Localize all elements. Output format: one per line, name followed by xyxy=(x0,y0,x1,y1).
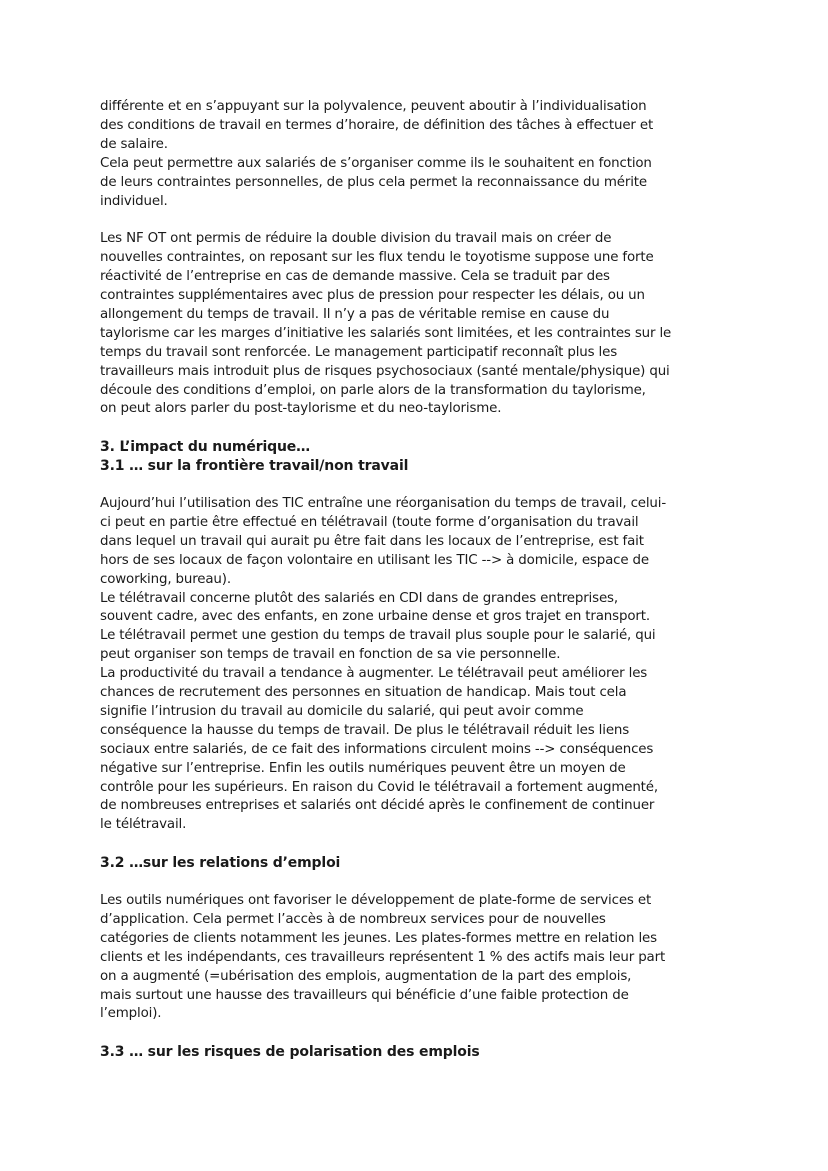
spacer xyxy=(100,1024,732,1043)
text-line: Cela peut permettre aux salariés de s’organiser comme ils le souhaitent en fonction xyxy=(100,155,652,171)
spacer xyxy=(100,211,732,230)
text-line: temps du travail sont renforcée. Le management participatif reconnaît plus les xyxy=(100,344,618,360)
text-line: La productivité du travail a tendance à augmenter. Le télétravail peut améliorer les xyxy=(100,666,648,682)
text-line: hors de ses locaux de façon volontaire en utilisant les TIC --> à domicile, espace de xyxy=(100,552,649,568)
text-line: le télétravail. xyxy=(100,817,187,833)
text-line: de leurs contraintes personnelles, de plus cela permet la reconnaissance du mérite xyxy=(100,174,647,190)
text-line: individuel. xyxy=(100,193,168,209)
paragraph-plateformes xyxy=(100,892,732,1024)
text-line: contraintes supplémentaires avec plus de pression pour respecter les délais, ou un xyxy=(100,288,645,304)
text-line: souvent cadre, avec des enfants, en zone urbaine dense et gros trajet en transport. xyxy=(100,609,650,625)
spacer xyxy=(100,873,732,892)
text-line: découle des conditions d’emploi, on parle alors de la transformation du taylorisme, xyxy=(100,382,646,398)
text-line: ci peut en partie être effectué en télétravail (toute forme d’organisation du travail xyxy=(100,514,639,530)
text-line: de nombreuses entreprises et salariés ont décidé après le confinement de continuer xyxy=(100,798,655,814)
text-line: de salaire. xyxy=(100,136,168,152)
section-heading-3-2: 3.2 …sur les relations d’emploi xyxy=(100,855,341,872)
text-line: Le télétravail concerne plutôt des salariés en CDI dans de grandes entreprises, xyxy=(100,590,618,606)
text-line: chances de recrutement des personnes en situation de handicap. Mais tout cela xyxy=(100,685,627,701)
text-line: Le télétravail permet une gestion du temps de travail plus souple pour le salarié, qui xyxy=(100,628,656,644)
paragraph-individualisation xyxy=(100,98,732,211)
text-line: des conditions de travail en termes d’horaire, de définition des tâches à effectuer et xyxy=(100,117,654,133)
text-line: sociaux entre salariés, de ce fait des informations circulent moins --> conséquences xyxy=(100,741,654,757)
text-line: catégories de clients notamment les jeunes. Les plates-formes mettre en relation les xyxy=(100,930,657,946)
text-line: différente et en s’appuyant sur la polyvalence, peuvent aboutir à l’individualisation xyxy=(100,99,647,114)
text-line: Les NF OT ont permis de réduire la double division du travail mais on créer de xyxy=(100,231,612,247)
paragraph-nfot xyxy=(100,230,732,419)
text-line: dans lequel un travail qui aurait pu être fait dans les locaux de l’entreprise, est fait xyxy=(100,533,644,549)
text-line: mais surtout une hausse des travailleurs qui bénéficie d’une faible protection de xyxy=(100,987,629,1003)
spacer xyxy=(100,476,732,495)
text-line: taylorisme car les marges d’initiative les salariés sont limitées, et les contraintes sur le xyxy=(100,325,672,341)
text-line: d’application. Cela permet l’accès à de nombreux services pour de nouvelles xyxy=(100,911,606,927)
section-heading-3-3: 3.3 … sur les risques de polarisation des emplois xyxy=(100,1044,480,1061)
text-line: nouvelles contraintes, on reposant sur les flux tendu le toyotisme suppose une forte xyxy=(100,250,654,266)
text-line: réactivité de l’entreprise en cas de demande massive. Cela se traduit par des xyxy=(100,269,610,285)
text-line: on peut alors parler du post-taylorisme et du neo-taylorisme. xyxy=(100,401,502,417)
text-line: conséquence la hausse du temps de travail. De plus le télétravail réduit les liens xyxy=(100,722,630,738)
text-line: allongement du temps de travail. Il n’y a pas de véritable remise en cause du xyxy=(100,306,610,322)
text-line: on a augmenté (=ubérisation des emplois, augmentation de la part des emplois, xyxy=(100,968,632,984)
spacer xyxy=(100,419,732,438)
section-heading-3: 3. L’impact du numérique… xyxy=(100,439,310,456)
text-line: signifie l’intrusion du travail au domicile du salarié, qui peut avoir comme xyxy=(100,703,584,719)
paragraph-teletravail xyxy=(100,495,732,835)
text-line: peut organiser son temps de travail en fonction de sa vie personnelle. xyxy=(100,647,561,663)
text-line: contrôle pour les supérieurs. En raison du Covid le télétravail a fortement augmenté, xyxy=(100,779,658,795)
text-line: clients et les indépendants, ces travailleurs représentent 1 % des actifs mais leur part xyxy=(100,949,666,965)
spacer xyxy=(100,835,732,854)
text-line: travailleurs mais introduit plus de risques psychosociaux (santé mentale/physique) qui xyxy=(100,363,670,379)
text-line: Aujourd’hui l’utilisation des TIC entraîne une réorganisation du temps de travail, celui- xyxy=(100,495,667,511)
text-line: Les outils numériques ont favoriser le développement de plate-forme de services et xyxy=(100,892,652,908)
text-line: coworking, bureau). xyxy=(100,571,231,587)
text-line: l’emploi). xyxy=(100,1006,162,1022)
text-line: négative sur l’entreprise. Enfin les outils numériques peuvent être un moyen de xyxy=(100,760,626,776)
document-page xyxy=(100,98,732,1062)
section-heading-3-1: 3.1 … sur la frontière travail/non travail xyxy=(100,458,409,475)
